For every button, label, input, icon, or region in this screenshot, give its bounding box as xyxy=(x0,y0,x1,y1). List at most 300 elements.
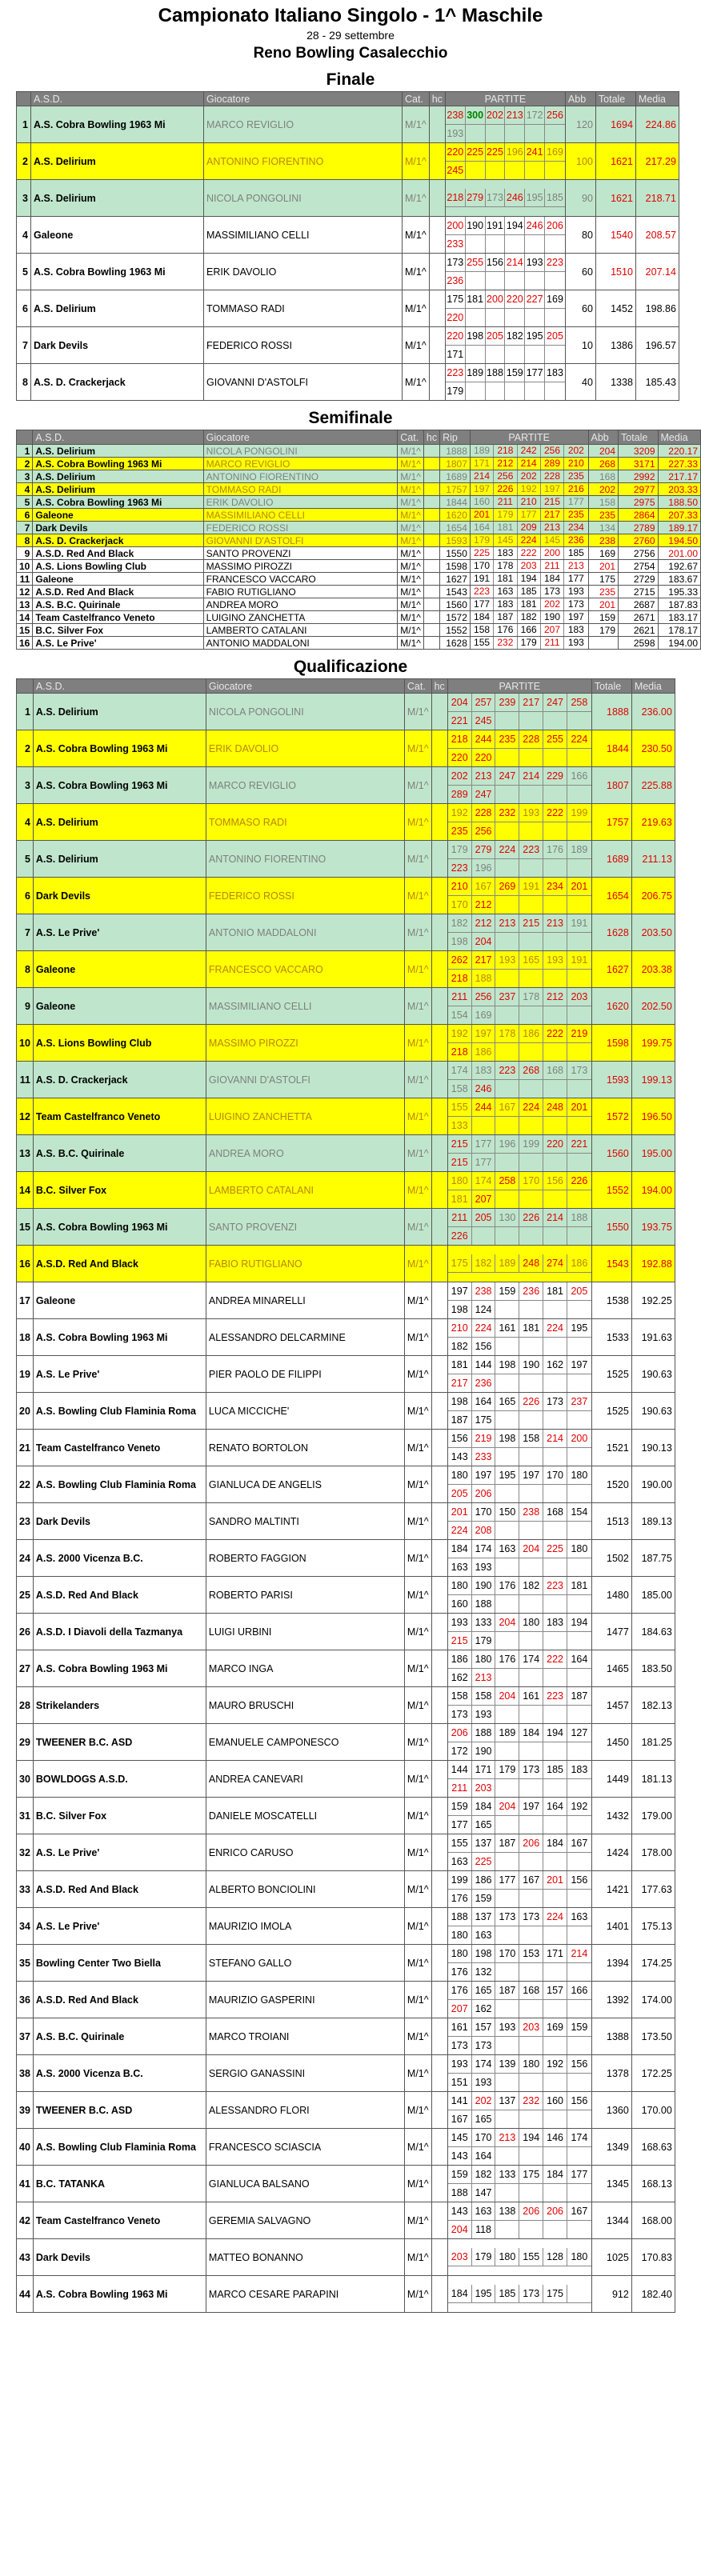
game-score xyxy=(567,1190,591,1208)
game-score: 218 xyxy=(448,970,472,987)
rank-number: 14 xyxy=(17,611,33,624)
player-name: ROBERTO FAGGION xyxy=(206,1540,404,1577)
average-score: 181.25 xyxy=(631,1724,675,1761)
score-grid xyxy=(448,1393,591,1429)
score-grid xyxy=(471,445,588,457)
score-grid xyxy=(446,327,565,363)
game-scores xyxy=(447,841,591,878)
game-score xyxy=(567,1117,591,1134)
game-score: 220 xyxy=(448,749,472,766)
game-score: 190 xyxy=(466,217,486,235)
handicap xyxy=(431,1356,447,1393)
game-score xyxy=(567,1080,591,1098)
club-name: A.S. B.C. Quirinale xyxy=(33,2018,206,2055)
handicap xyxy=(429,254,445,290)
game-score: 147 xyxy=(472,2184,496,2202)
game-score: 180 xyxy=(567,1466,591,1485)
game-score: 196 xyxy=(505,143,525,162)
average-score: 190.00 xyxy=(631,1466,675,1503)
game-score: 155 xyxy=(519,2248,543,2266)
game-score: 237 xyxy=(567,1393,591,1411)
game-score: 132 xyxy=(472,1963,496,1981)
game-score: 191 xyxy=(567,951,591,970)
game-score xyxy=(495,1154,519,1171)
average-score: 173.50 xyxy=(631,2018,675,2055)
table-row xyxy=(17,1172,675,1209)
game-score: 188 xyxy=(486,364,506,382)
game-score xyxy=(567,1227,591,1245)
game-score: 179 xyxy=(446,382,466,400)
club-name: A.S. Delirium xyxy=(31,290,204,327)
game-score xyxy=(519,1816,543,1834)
player-name: FEDERICO ROSSI xyxy=(206,878,404,914)
table-row xyxy=(17,1834,675,1871)
club-name: B.C. Silver Fox xyxy=(33,624,203,637)
game-score: 193 xyxy=(472,1706,496,1723)
table-row xyxy=(17,1503,675,1540)
handicap xyxy=(423,637,439,650)
game-score: 173 xyxy=(541,586,564,598)
handicap xyxy=(431,1761,447,1798)
game-score: 171 xyxy=(472,1761,496,1779)
game-score: 163 xyxy=(448,1558,472,1576)
game-score xyxy=(495,1043,519,1061)
score-grid xyxy=(471,624,588,636)
game-score: 173 xyxy=(519,1908,543,1926)
average-score: 168.00 xyxy=(631,2202,675,2239)
game-score xyxy=(519,1595,543,1613)
average-score: 177.63 xyxy=(631,1871,675,1908)
game-score: 217 xyxy=(541,509,564,521)
game-score: 167 xyxy=(567,1834,591,1853)
average-score: 203.33 xyxy=(658,483,700,496)
game-score xyxy=(519,1485,543,1502)
player-name: SANDRO MALTINTI xyxy=(206,1503,404,1540)
game-score: 189 xyxy=(495,1254,519,1273)
game-score: 256 xyxy=(472,988,496,1006)
table-row xyxy=(17,445,701,458)
game-scores xyxy=(447,2239,591,2276)
col-header-index xyxy=(17,92,31,106)
game-score: 177 xyxy=(495,1871,519,1890)
carryover-score: 1543 xyxy=(440,586,471,598)
player-name: MATTEO BONANNO xyxy=(206,2239,404,2276)
game-score: 206 xyxy=(519,1834,543,1853)
game-score xyxy=(567,1632,591,1650)
game-score: 229 xyxy=(543,767,567,786)
game-scores xyxy=(447,1577,591,1614)
player-name: LAMBERTO CATALANI xyxy=(203,624,398,637)
game-score: 133 xyxy=(495,2166,519,2184)
category: M/1^ xyxy=(404,1761,431,1798)
game-score: 205 xyxy=(486,327,506,346)
handicap xyxy=(431,2092,447,2129)
game-score: 215 xyxy=(448,1632,472,1650)
game-score: 200 xyxy=(567,1430,591,1448)
game-score xyxy=(495,2110,519,2128)
game-score xyxy=(495,1632,519,1650)
game-score xyxy=(505,235,525,253)
total-score: 1598 xyxy=(591,1025,631,1062)
handicap xyxy=(431,1945,447,1982)
total-score: 2598 xyxy=(619,637,658,650)
game-score: 181 xyxy=(543,1282,567,1301)
game-scores xyxy=(447,804,591,841)
game-score: 179 xyxy=(518,637,541,649)
total-score: 1540 xyxy=(595,217,635,254)
table-row xyxy=(17,106,679,143)
rank-number: 13 xyxy=(17,598,33,611)
game-score xyxy=(543,1963,567,1981)
rank-number: 9 xyxy=(17,988,34,1025)
game-score xyxy=(519,2074,543,2091)
game-score: 176 xyxy=(494,624,517,636)
game-score: 177 xyxy=(567,2166,591,2184)
game-score: 196 xyxy=(495,1135,519,1154)
carryover-score: 1620 xyxy=(440,509,471,522)
game-scores xyxy=(470,509,588,522)
player-name: SERGIO GANASSINI xyxy=(206,2055,404,2092)
game-score xyxy=(543,1926,567,1944)
player-name: MARCO REVIGLIO xyxy=(204,106,403,143)
game-score xyxy=(543,2221,567,2238)
game-score xyxy=(495,1448,519,1466)
handicap xyxy=(431,1246,447,1282)
category: M/1^ xyxy=(404,2018,431,2055)
game-score xyxy=(525,125,545,142)
score-grid xyxy=(471,458,588,470)
game-score: 154 xyxy=(448,1006,472,1024)
total-score: 2756 xyxy=(619,547,658,560)
rank-number: 7 xyxy=(17,522,33,534)
game-score: 137 xyxy=(495,2092,519,2110)
average-score: 198.86 xyxy=(635,290,679,327)
bonus-pins: 202 xyxy=(588,483,619,496)
game-score xyxy=(486,309,506,326)
total-score: 1477 xyxy=(591,1614,631,1650)
table-row xyxy=(17,1430,675,1466)
game-score: 184 xyxy=(519,1724,543,1742)
game-score: 194 xyxy=(518,573,541,585)
handicap xyxy=(431,1540,447,1577)
game-score: 219 xyxy=(567,1025,591,1043)
club-name: A.S. D. Crackerjack xyxy=(33,1062,206,1098)
game-scores xyxy=(447,1246,591,1282)
total-score: 1394 xyxy=(591,1945,631,1982)
game-score: 195 xyxy=(525,189,545,207)
rank-number: 19 xyxy=(17,1356,34,1393)
average-score: 183.67 xyxy=(658,573,700,586)
total-score: 1628 xyxy=(591,914,631,951)
rank-number: 1 xyxy=(17,106,31,143)
total-score: 1025 xyxy=(591,2239,631,2276)
game-score: 180 xyxy=(567,2248,591,2266)
game-score: 175 xyxy=(448,1254,472,1273)
table-row xyxy=(17,2166,675,2202)
game-score: 233 xyxy=(472,1448,496,1466)
average-score: 211.13 xyxy=(631,841,675,878)
game-score: 193 xyxy=(543,951,567,970)
game-score: 210 xyxy=(567,458,584,469)
game-score xyxy=(495,1926,519,1944)
handicap xyxy=(423,586,439,598)
game-score: 224 xyxy=(543,1319,567,1338)
game-score: 202 xyxy=(448,767,472,786)
game-scores xyxy=(445,327,565,364)
game-score xyxy=(519,1301,543,1318)
game-score: 156 xyxy=(486,254,506,272)
club-name: A.S.D. Red And Black xyxy=(33,547,203,560)
rank-number: 1 xyxy=(17,694,34,730)
game-score: 236 xyxy=(446,272,466,290)
category: M/1^ xyxy=(398,598,424,611)
game-score xyxy=(567,1669,591,1686)
game-score: 158 xyxy=(519,1430,543,1448)
handicap xyxy=(431,1319,447,1356)
player-name: ERIK DAVOLIO xyxy=(204,254,403,290)
game-score: 164 xyxy=(472,1393,496,1411)
total-score: 1378 xyxy=(591,2055,631,2092)
average-score: 190.13 xyxy=(631,1430,675,1466)
player-name: NICOLA PONGOLINI xyxy=(206,694,404,730)
rank-number: 20 xyxy=(17,1393,34,1430)
game-score: 184 xyxy=(471,611,494,623)
game-score: 201 xyxy=(567,1098,591,1117)
game-score xyxy=(525,162,545,179)
game-score: 206 xyxy=(519,2202,543,2221)
game-score xyxy=(567,712,591,730)
game-score: 181 xyxy=(448,1356,472,1374)
game-score: 180 xyxy=(448,1926,472,1944)
table-row xyxy=(17,2276,675,2313)
game-score xyxy=(567,2285,591,2303)
average-score: 194.00 xyxy=(631,1172,675,1209)
average-score: 174.25 xyxy=(631,1945,675,1982)
col-header: Cat. xyxy=(403,92,430,106)
game-score: 218 xyxy=(448,1043,472,1061)
player-name: MARCO REVIGLIO xyxy=(206,767,404,804)
handicap xyxy=(431,1982,447,2018)
game-score: 197 xyxy=(471,483,494,495)
average-score: 220.17 xyxy=(658,445,700,458)
handicap xyxy=(429,327,445,364)
game-score: 193 xyxy=(472,2074,496,2091)
rank-number: 8 xyxy=(17,364,31,401)
table-row xyxy=(17,2239,675,2276)
average-score: 189.13 xyxy=(631,1503,675,1540)
game-score: 189 xyxy=(471,445,494,457)
game-score: 195 xyxy=(495,1466,519,1485)
club-name: Bowling Center Two Biella xyxy=(33,1945,206,1982)
rank-number: 25 xyxy=(17,1577,34,1614)
category: M/1^ xyxy=(403,180,430,217)
game-score: 199 xyxy=(519,1135,543,1154)
game-score: 158 xyxy=(471,624,494,636)
table-row xyxy=(17,327,679,364)
game-score xyxy=(543,933,567,950)
category: M/1^ xyxy=(404,1945,431,1982)
game-score: 201 xyxy=(448,1503,472,1522)
game-score: 193 xyxy=(495,951,519,970)
game-score: 212 xyxy=(543,988,567,1006)
game-scores xyxy=(447,694,591,730)
bonus-pins: 120 xyxy=(565,106,595,143)
total-score: 1552 xyxy=(591,1172,631,1209)
game-score: 177 xyxy=(472,1135,496,1154)
average-score: 196.50 xyxy=(631,1098,675,1135)
table-row xyxy=(17,1466,675,1503)
game-scores xyxy=(470,586,588,598)
game-score: 195 xyxy=(567,1319,591,1338)
game-score: 178 xyxy=(494,560,517,572)
club-name: A.S. D. Crackerjack xyxy=(33,534,203,547)
category: M/1^ xyxy=(404,1540,431,1577)
game-score: 197 xyxy=(519,1466,543,1485)
col-header: PARTITE xyxy=(447,679,591,694)
game-score: 181 xyxy=(466,290,486,309)
game-score: 151 xyxy=(448,2074,472,2091)
game-score: 173 xyxy=(448,2037,472,2054)
score-grid xyxy=(448,1172,591,1208)
average-score: 190.63 xyxy=(631,1356,675,1393)
game-score: 228 xyxy=(541,470,564,482)
game-score xyxy=(505,346,525,363)
game-score: 211 xyxy=(541,560,564,572)
game-score: 215 xyxy=(541,496,564,508)
game-score xyxy=(495,1742,519,1760)
game-score: 192 xyxy=(448,1025,472,1043)
game-score: 179 xyxy=(472,1632,496,1650)
game-score xyxy=(486,346,506,363)
game-score xyxy=(567,1411,591,1429)
game-score: 188 xyxy=(472,1724,496,1742)
game-score xyxy=(567,822,591,840)
game-score xyxy=(495,1595,519,1613)
game-score xyxy=(567,1448,591,1466)
player-name: FEDERICO ROSSI xyxy=(203,522,398,534)
game-score: 173 xyxy=(472,2037,496,2054)
player-name: GIOVANNI D'ASTOLFI xyxy=(203,534,398,547)
game-score: 184 xyxy=(472,1798,496,1816)
table-row xyxy=(17,573,701,586)
score-grid xyxy=(448,730,591,766)
table-row xyxy=(17,1761,675,1798)
game-score: 182 xyxy=(472,2166,496,2184)
game-score: 182 xyxy=(472,1254,496,1273)
club-name: A.S. Lions Bowling Club xyxy=(33,560,203,573)
game-score xyxy=(567,1742,591,1760)
col-header: Cat. xyxy=(398,430,424,445)
category: M/1^ xyxy=(398,483,424,496)
game-score: 205 xyxy=(545,327,565,346)
average-score: 225.88 xyxy=(631,767,675,804)
player-name: GIOVANNI D'ASTOLFI xyxy=(206,1062,404,1098)
club-name: A.S. Cobra Bowling 1963 Mi xyxy=(33,2276,206,2313)
col-header: PARTITE xyxy=(445,92,565,106)
game-score xyxy=(519,2147,543,2165)
game-score: 184 xyxy=(543,2166,567,2184)
club-name: A.S. Cobra Bowling 1963 Mi xyxy=(31,106,204,143)
game-scores xyxy=(447,2202,591,2239)
table-row xyxy=(17,1282,675,1319)
game-score: 137 xyxy=(472,1834,496,1853)
game-score xyxy=(495,933,519,950)
game-score xyxy=(543,786,567,803)
player-name: FRANCESCO SCIASCIA xyxy=(206,2129,404,2166)
game-score xyxy=(519,970,543,987)
player-name: ANTONINO FIORENTINO xyxy=(206,841,404,878)
total-score: 1621 xyxy=(595,143,635,180)
score-grid xyxy=(448,1761,591,1797)
game-score: 194 xyxy=(505,217,525,235)
game-score: 118 xyxy=(472,2221,496,2238)
game-score: 200 xyxy=(541,547,564,559)
score-grid xyxy=(471,586,588,598)
game-scores xyxy=(447,1025,591,1062)
player-name: FABIO RUTIGLIANO xyxy=(206,1246,404,1282)
club-name: Team Castelfranco Veneto xyxy=(33,2202,206,2239)
game-score: 166 xyxy=(567,1982,591,2000)
game-score: 156 xyxy=(567,1871,591,1890)
game-score: 232 xyxy=(494,637,517,649)
game-score xyxy=(495,786,519,803)
average-score: 194.00 xyxy=(658,637,700,650)
game-score xyxy=(543,1080,567,1098)
col-header: Abb xyxy=(588,430,619,445)
handicap xyxy=(431,1025,447,1062)
score-grid xyxy=(448,1098,591,1134)
total-score: 2977 xyxy=(619,483,658,496)
game-score: 224 xyxy=(472,1319,496,1338)
game-score: 235 xyxy=(495,730,519,749)
game-score xyxy=(466,346,486,363)
total-score: 2671 xyxy=(619,611,658,624)
total-score: 1344 xyxy=(591,2202,631,2239)
table-row xyxy=(17,1025,675,1062)
game-score xyxy=(543,1632,567,1650)
game-scores xyxy=(447,1209,591,1246)
game-score xyxy=(495,1816,519,1834)
game-score: 190 xyxy=(472,1742,496,1760)
carryover-score: 1560 xyxy=(440,598,471,611)
average-score: 224.86 xyxy=(635,106,679,143)
handicap xyxy=(423,534,439,547)
game-score xyxy=(567,1006,591,1024)
game-score xyxy=(505,382,525,400)
game-score: 236 xyxy=(519,1282,543,1301)
average-score: 195.00 xyxy=(631,1135,675,1172)
game-score: 256 xyxy=(472,822,496,840)
game-score xyxy=(543,1522,567,1539)
game-score: 268 xyxy=(519,1062,543,1080)
category: M/1^ xyxy=(403,254,430,290)
game-score: 183 xyxy=(494,598,517,610)
game-score: 204 xyxy=(519,1540,543,1558)
rank-number: 12 xyxy=(17,1098,34,1135)
game-score xyxy=(567,859,591,877)
rank-number: 10 xyxy=(17,1025,34,1062)
game-score xyxy=(545,125,565,142)
total-score: 1401 xyxy=(591,1908,631,1945)
club-name: A.S. Bowling Club Flaminia Roma xyxy=(33,1393,206,1430)
col-header: A.S.D. xyxy=(33,430,203,445)
game-score xyxy=(519,1190,543,1208)
game-score: 193 xyxy=(519,804,543,822)
game-score: 191 xyxy=(567,914,591,933)
game-score xyxy=(567,1301,591,1318)
carryover-score: 1654 xyxy=(440,522,471,534)
game-score: 223 xyxy=(545,254,565,272)
